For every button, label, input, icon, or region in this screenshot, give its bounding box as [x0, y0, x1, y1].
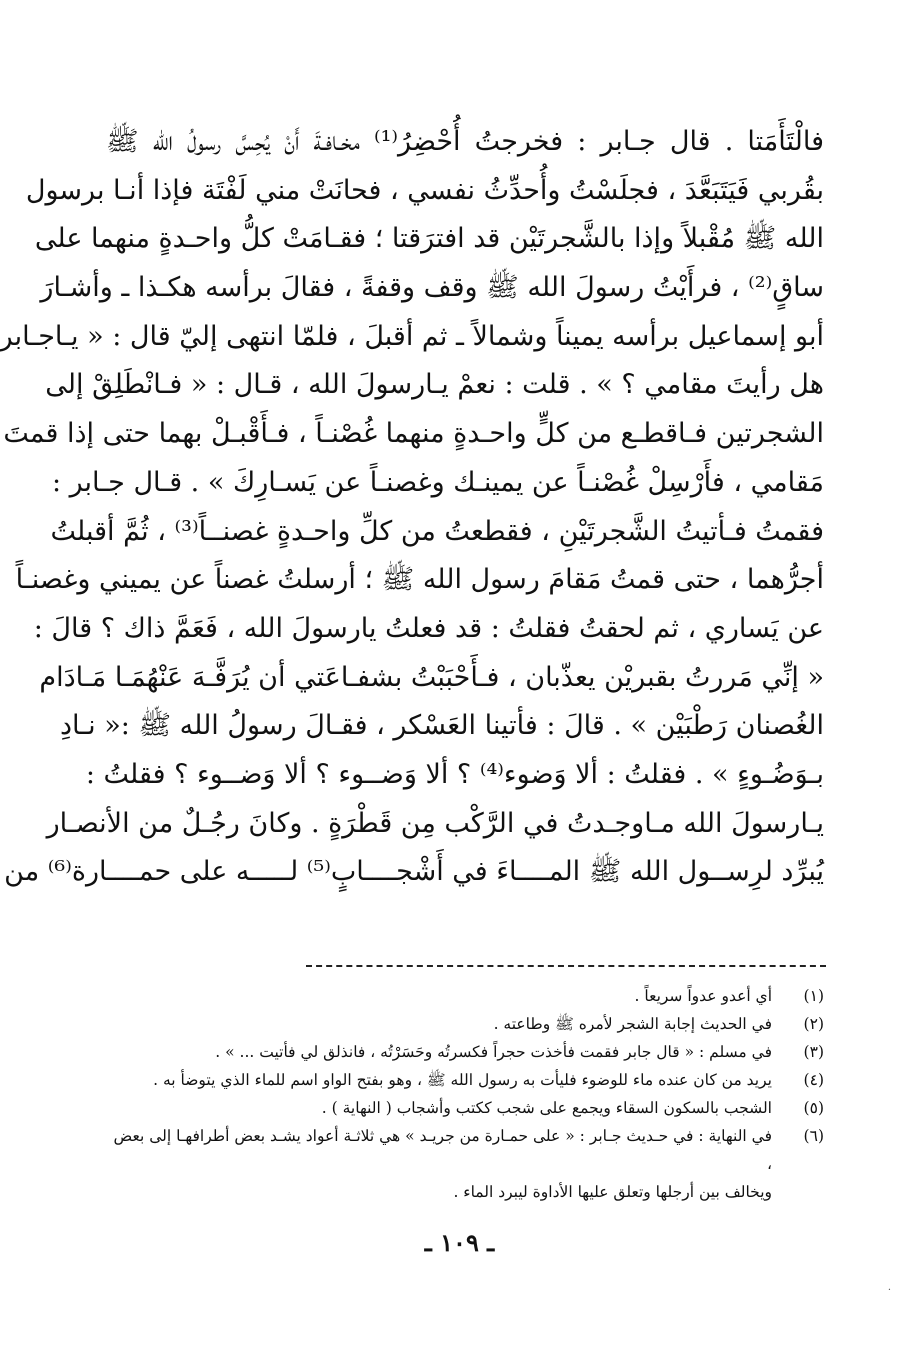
footnote [106, 1122, 824, 1178]
text-line: يـارسولَ الله مـاوجـدتُ في الرَّكْب مِن قَطْرَةٍ . وكانَ رجُـلٌ من الأنصـار [46, 807, 824, 839]
text-line: أجرُّهما ، حتى قمتُ مَقامَ رسول الله ﷺ ؛ أرسلتُ غصناً عن يميني وغصنـاً [15, 564, 824, 596]
main-text-block [0, 118, 824, 897]
corner-mark: · [887, 1285, 891, 1296]
text-line: الغُصنان رَطْبَيْن » . قالَ : فأتينا العَسْكر ، فقـالَ رسولُ الله ﷺ :« نـادِ [60, 710, 824, 742]
footnotes-section [106, 982, 824, 1206]
text-line: « إنِّي مَررتُ بقبريْن يعذّبان ، فـأَحْبَبْتُ بشفـاعَتي أن يُرَفَّـهَ عَنْهُمَـا مَـادَام [39, 661, 824, 693]
footnote-number: (٤) [803, 1071, 824, 1089]
footnote-text: في مسلم : « قال جابر فقمت فأخذت حجراً فكسرتُه وحَسَرْتُه ، فانذلق لي فأتيت ... » . [215, 1043, 772, 1061]
text-line: يُبرِّد لرِســول الله ﷺ المــــاءَ في أَشْجــــابٍ⁽⁵⁾ لـــــه على حمــــارة⁽⁶⁾ من [4, 856, 824, 888]
text-line: فقمتُ فـأتيتُ الشَّجرتَيْنِ ، فقطعتُ من كلِّ واحـدةٍ غصنــاً⁽³⁾ ، ثُمَّ أقبلتُ [50, 515, 824, 547]
text-line: ساقٍ⁽²⁾ ، فرأَيْتُ رسولَ الله ﷺ وقف وقفةً ، فقالَ برأسه هكـذا ـ وأشـارَ [40, 272, 824, 304]
text-line: مَقامي ، فأَرْسِلْ غُصْنـاً عن يمينـك وغصنـاً عن يَسـارِكَ » . قـال جـابر : [51, 466, 824, 498]
text-line: الله ﷺ مُقْبلاً وإذا بالشَّجرتَيْن قد افترَقتا ؛ فقـامَتْ كلُّ واحـدةٍ منهما على [34, 223, 824, 255]
footnote [106, 1038, 824, 1066]
footnote-number: (٢) [803, 1015, 824, 1033]
text-line: الشجرتين فـاقطـع من كلٍّ واحـدةٍ منهما غُصْنـاً ، فـأَقْبـلْ بهما حتى إذا قمتَ [3, 418, 824, 450]
page-number: ـ ١٠٩ ـ [424, 1228, 495, 1257]
text-line: هل رأيتَ مقامي ؟ » . قلت : نعمْ يـارسولَ الله ، قـال : « فـانْطَلِقْ إلى [45, 369, 824, 401]
footnote-number: (٦) [803, 1127, 824, 1145]
text-line: بـوَضُـوءٍ » . فقلتُ : ألا وَضوء⁽⁴⁾ ؟ ألا وَضــوء ؟ ألا وَضــوء ؟ فقلتُ : [85, 758, 824, 790]
footnote [106, 1066, 824, 1094]
footnote-continuation: ويخالف بين أرجلها وتعلق عليها الأداوة ليبرد الماء . [453, 1183, 772, 1201]
footnote-number: (٣) [803, 1043, 824, 1061]
text-line: فالْتَأَمَتا . قال جـابر : فخرجتُ أُحْضِرُ⁽¹⁾ مخـافـةَ أَنْ يُحِسَّ رسولُ الله ﷺ [106, 126, 824, 157]
text-line: أبو إسماعيل برأسه يميناً وشمالاً ـ ثم أقبلَ ، فلمّا انتهى إليّ قال : « يـاجـابر [0, 320, 824, 352]
footnote-text: في النهاية : في حـديث جـابر : « على حمـارة من جريـد » هي ثلاثـة أعواد يشـد بعض أطرافهـا إلى بعض ، [113, 1127, 772, 1173]
footnote-separator [306, 965, 826, 967]
text-line: بقُربي فَيَتَبَعَّدَ ، فجلَسْتُ وأُحدِّثُ نفسي ، فحانَتْ مني لَفْتَة فإذا أنـا برسول [25, 174, 824, 206]
footnote-text: الشجب بالسكون السقاء ويجمع على شجب ككتب وأشجاب ( النهاية ) . [321, 1099, 772, 1117]
footnote [106, 982, 824, 1010]
footnote-text: أي أعدو عدواً سريعاً . [634, 987, 772, 1005]
footnote-text: في الحديث إجابة الشجر لأمره ﷺ وطاعته . [493, 1015, 772, 1033]
text-line: عن يَساري ، ثم لحقتُ فقلتُ : قد فعلتُ يارسولَ الله ، فَعَمَّ ذاك ؟ قالَ : [33, 612, 824, 644]
footnote [106, 1094, 824, 1122]
footnote-text: يريد من كان عنده ماء للوضوء فليأت به رسول الله ﷺ ، وهو بفتح الواو اسم للماء الذي يتوضأ به . [153, 1071, 772, 1089]
footnote-number: (١) [803, 987, 824, 1005]
footnote-number: (٥) [803, 1099, 824, 1117]
footnote [106, 1010, 824, 1038]
